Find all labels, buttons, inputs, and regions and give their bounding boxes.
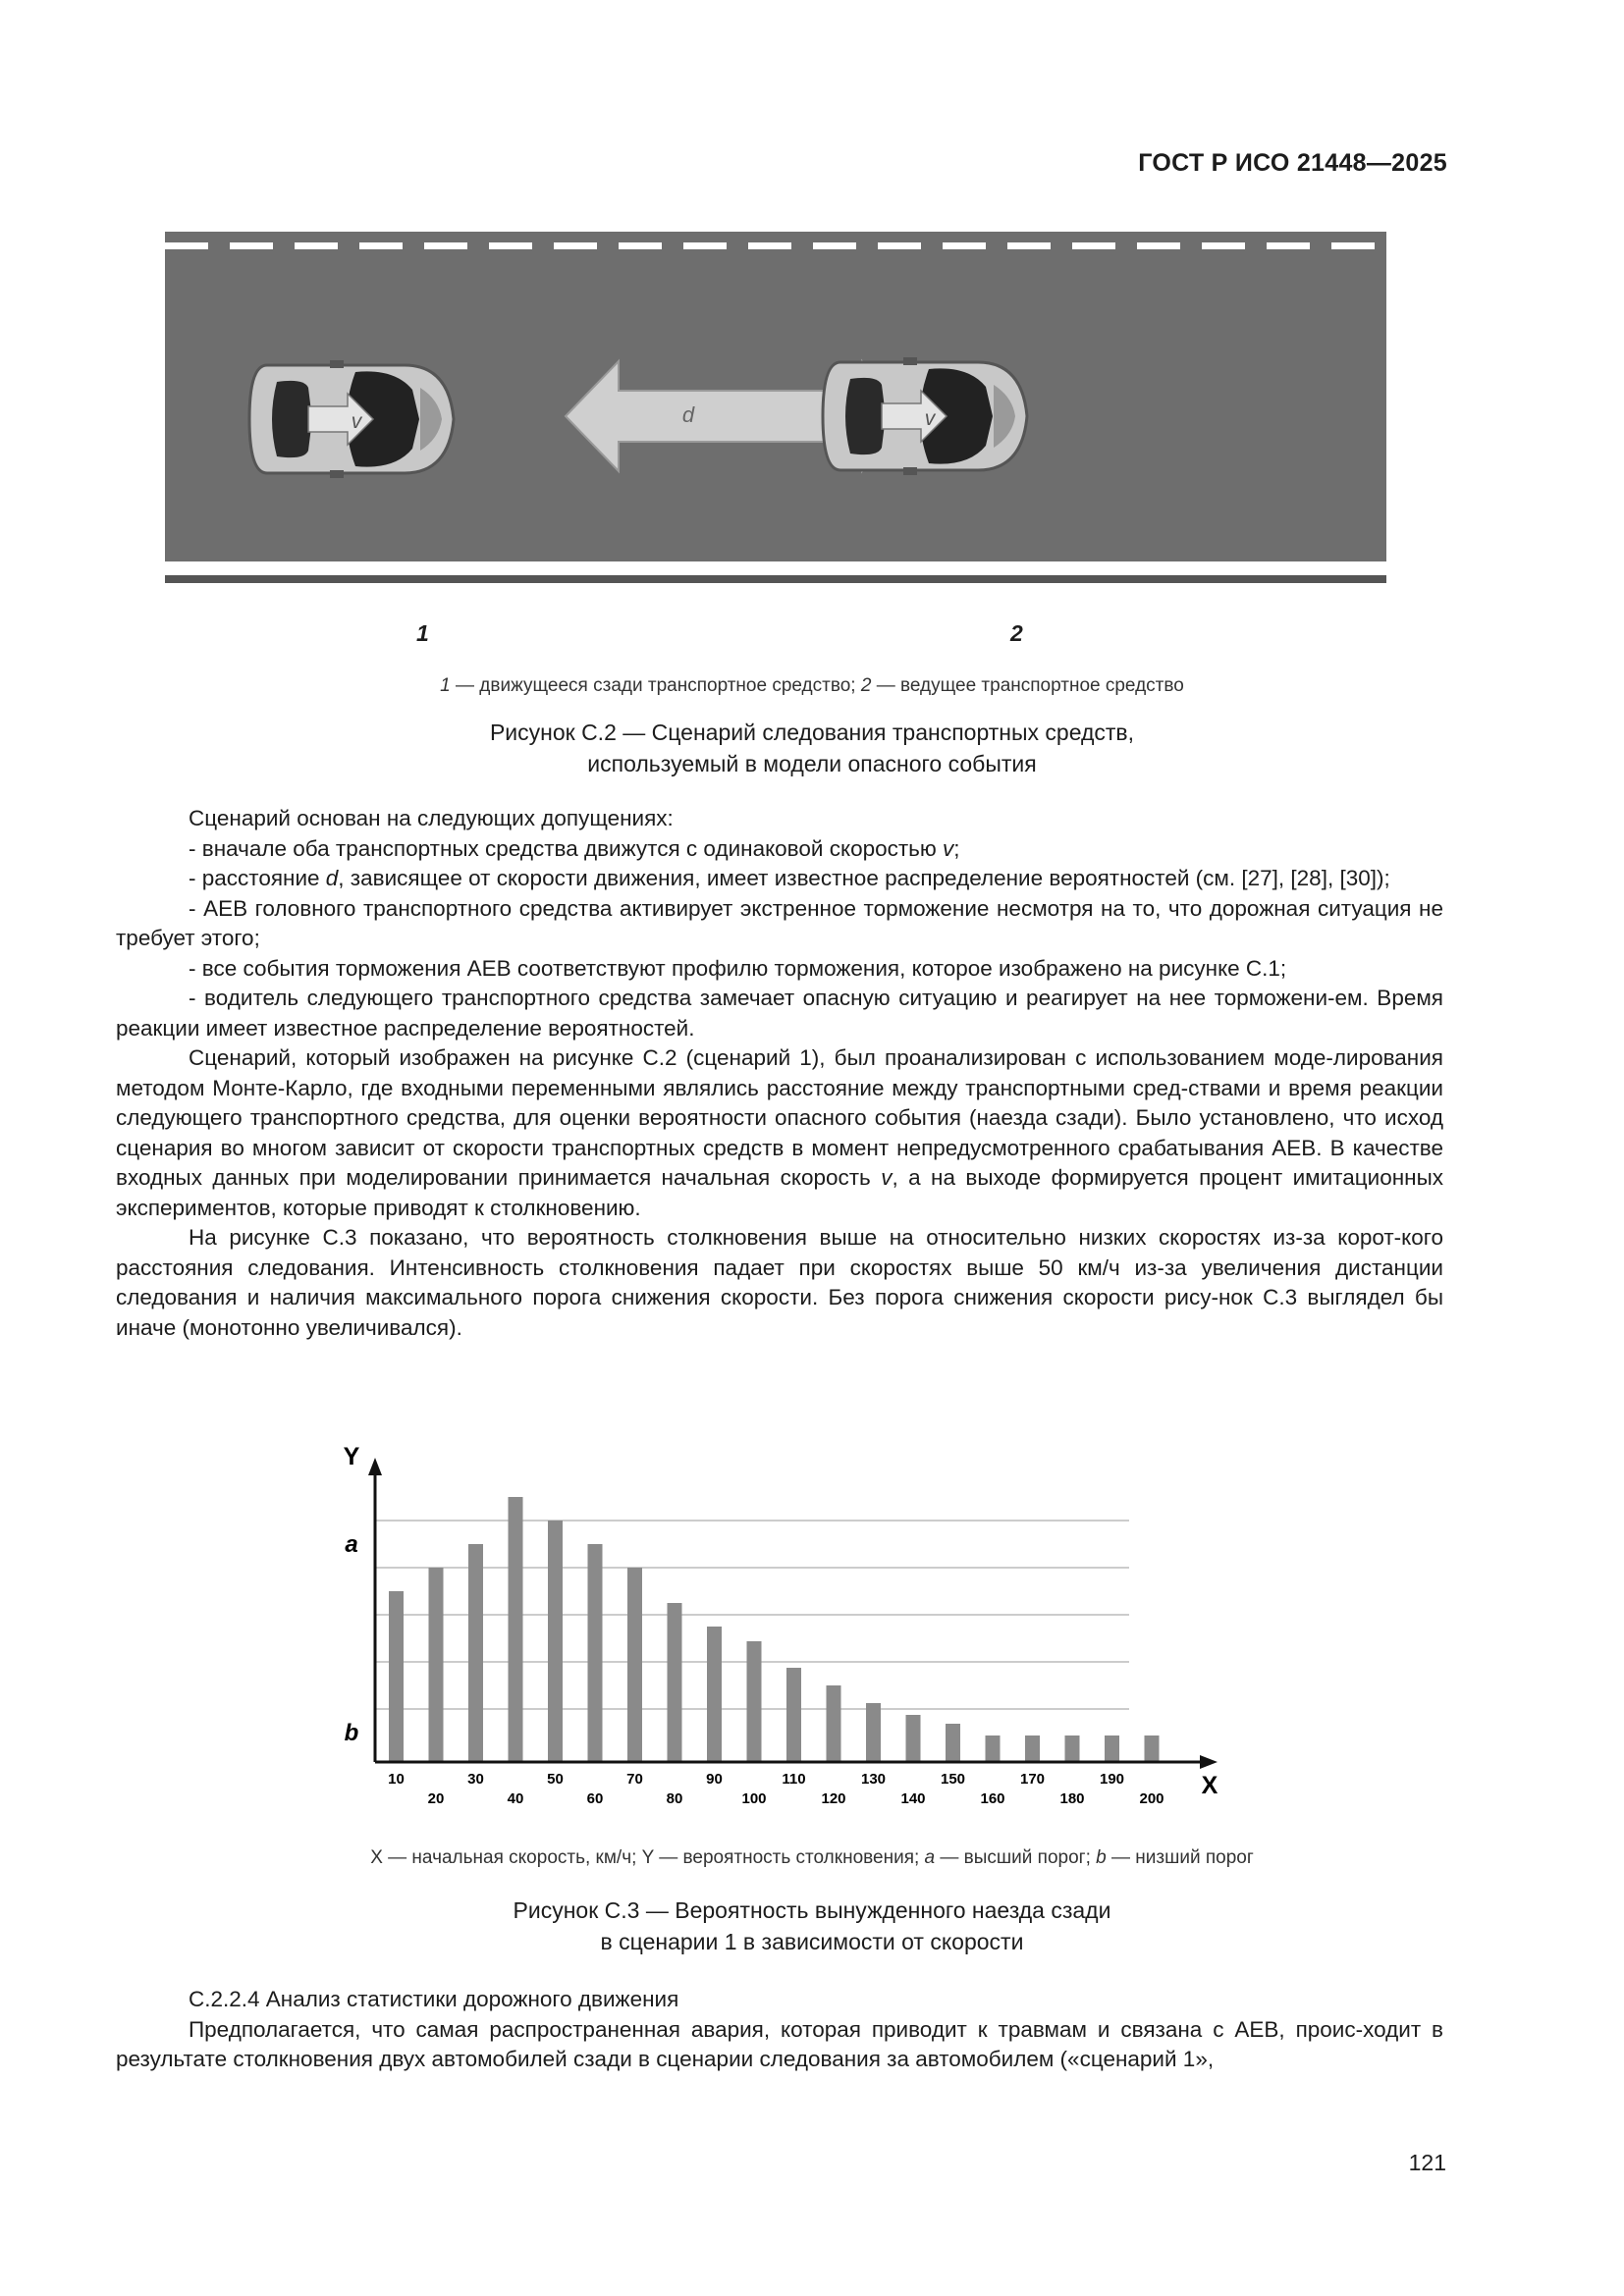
y-axis-label: Y	[343, 1443, 360, 1470]
x-tick-label: 200	[1139, 1790, 1164, 1807]
road-edge-line	[165, 561, 1386, 567]
x-axis-label: X	[1201, 1772, 1218, 1799]
document-code: ГОСТ Р ИСО 21448—2025	[1138, 149, 1447, 177]
bar-10	[389, 1591, 404, 1762]
page-number: 121	[1408, 2150, 1446, 2175]
bar-30	[468, 1544, 483, 1762]
x-tick-label: 40	[507, 1790, 524, 1807]
x-tick-label: 70	[626, 1771, 643, 1788]
section-heading: С.2.2.4 Анализ статистики дорожного движения	[189, 1987, 679, 2011]
figure-label-1: 1	[416, 620, 429, 646]
paragraph: - вначале оба транспортных средства движутся с одинаковой скоростью v;	[189, 835, 960, 861]
svg-text:d: d	[681, 402, 695, 427]
bar-140	[906, 1715, 921, 1762]
x-tick-label: 190	[1099, 1771, 1125, 1788]
bar-170	[1025, 1735, 1040, 1762]
bar-150	[946, 1724, 960, 1762]
x-tick-label: 90	[706, 1771, 723, 1788]
paragraph: На рисунке С.3 показано, что вероятность столкновения выше на относительно низких скоростях из-за корот-кого расстояния следования. Интенсивность столкновения падает при скоростях выше 50 км/ч из-за увеличения дистанции следования и наличия максимального порога снижения скорости. Без порога снижения скорости рису-нок С.3 выглядел бы иначе (монотонно увеличивался).	[116, 1225, 1443, 1340]
bar-90	[707, 1627, 722, 1762]
bar-80	[668, 1603, 682, 1762]
figure-c3-legend: X — начальная скорость, км/ч; Y — вероятность столкновения; a — высший порог; b — низший порог	[370, 1847, 1254, 1868]
x-tick-label: 170	[1019, 1771, 1046, 1788]
x-tick-label: 60	[586, 1790, 604, 1807]
body-text	[116, 804, 1443, 1343]
bar-60	[588, 1544, 603, 1762]
section-text	[116, 1985, 1443, 2075]
paragraph: Сценарий основан на следующих допущениях:	[189, 806, 674, 830]
bar-50	[548, 1521, 563, 1762]
x-tick-label: 30	[467, 1771, 484, 1788]
y-threshold-label-b: b	[344, 1720, 359, 1746]
bar-110	[786, 1668, 801, 1762]
bar-180	[1065, 1735, 1080, 1762]
x-tick-label: 110	[782, 1771, 806, 1788]
svg-text:v: v	[351, 410, 362, 433]
paragraph: Предполагается, что самая распространенная авария, которая приводит к травмам и связана с АЕВ, проис-ходит в результате столкновения двух автомобилей сзади в сценарии следования за автомобилем («сценарий 1»,	[116, 2016, 1443, 2071]
bar-70	[627, 1568, 642, 1762]
x-axis-arrow	[1200, 1755, 1218, 1769]
paragraph: Сценарий, который изображен на рисунке С.2 (сценарий 1), был проанализирован с использованием моде-лирования методом Монте-Карло, где входными переменными являлись расстояние между транспортными сред-ствами и время реакции следующего транспортного средства, для оценки вероятности опасного события (наезда сзади). Было установлено, что исход сценария во многом зависит от скорости транспортных средств в момент непредусмотренного срабатывания АЕВ. В качестве входных данных при моделировании принимается начальная скорость v, а на выходе формируется процент имитационных экспериментов, которые приводят к столкновению.	[116, 1045, 1443, 1220]
x-tick-label: 20	[427, 1790, 445, 1807]
x-tick-label: 80	[666, 1790, 683, 1807]
x-tick-label: 120	[821, 1790, 846, 1807]
y-axis-arrow	[368, 1458, 382, 1475]
lead-vehicle	[823, 357, 1027, 475]
bar-190	[1105, 1735, 1119, 1762]
x-tick-label: 10	[388, 1771, 405, 1788]
paragraph: - АЕВ головного транспортного средства активирует экстренное торможение несмотря на то, что дорожная ситуация не требует этого;	[116, 895, 1443, 950]
bar-40	[509, 1497, 523, 1762]
bar-100	[747, 1641, 762, 1762]
x-tick-label: 150	[940, 1771, 966, 1788]
figure-c2-legend: 1 — движущееся сзади транспортное средство; 2 — ведущее транспортное средство	[440, 675, 1184, 696]
paragraph: - расстояние d, зависящее от скорости движения, имеет известное распределение вероятностей (см. [27], [28], [30]);	[189, 866, 1390, 890]
x-tick-label: 100	[741, 1790, 767, 1807]
y-threshold-label-a: a	[345, 1531, 358, 1558]
x-tick-label: 160	[980, 1790, 1005, 1807]
bar-200	[1145, 1735, 1160, 1762]
x-tick-label: 180	[1059, 1790, 1085, 1807]
bar-120	[827, 1685, 841, 1762]
road-scenario-figure	[165, 232, 1386, 587]
x-tick-label: 140	[900, 1790, 926, 1807]
collision-probability-chart	[295, 1428, 1247, 1821]
x-tick-label: 50	[547, 1771, 564, 1788]
paragraph: - все события торможения АЕВ соответствуют профилю торможения, которое изображено на рисунке С.1;	[189, 955, 1287, 981]
bar-160	[986, 1735, 1001, 1762]
rear-vehicle	[249, 360, 454, 478]
bar-130	[866, 1703, 881, 1762]
x-tick-label: 130	[860, 1771, 887, 1788]
figure-c2-caption: Рисунок С.2 — Сценарий следования транспортных средств, используемый в модели опасного события	[489, 720, 1135, 776]
paragraph: - водитель следующего транспортного средства замечает опасную ситуацию и реагирует на нее торможени-ем. Время реакции имеет известное распределение вероятностей.	[116, 986, 1443, 1041]
bar-20	[429, 1568, 444, 1762]
figure-label-2: 2	[1010, 620, 1023, 646]
svg-text:v: v	[924, 407, 936, 430]
figure-c3-caption: Рисунок С.3 — Вероятность вынужденного наезда сзади в сценарии 1 в зависимости от скорости	[513, 1897, 1111, 1954]
